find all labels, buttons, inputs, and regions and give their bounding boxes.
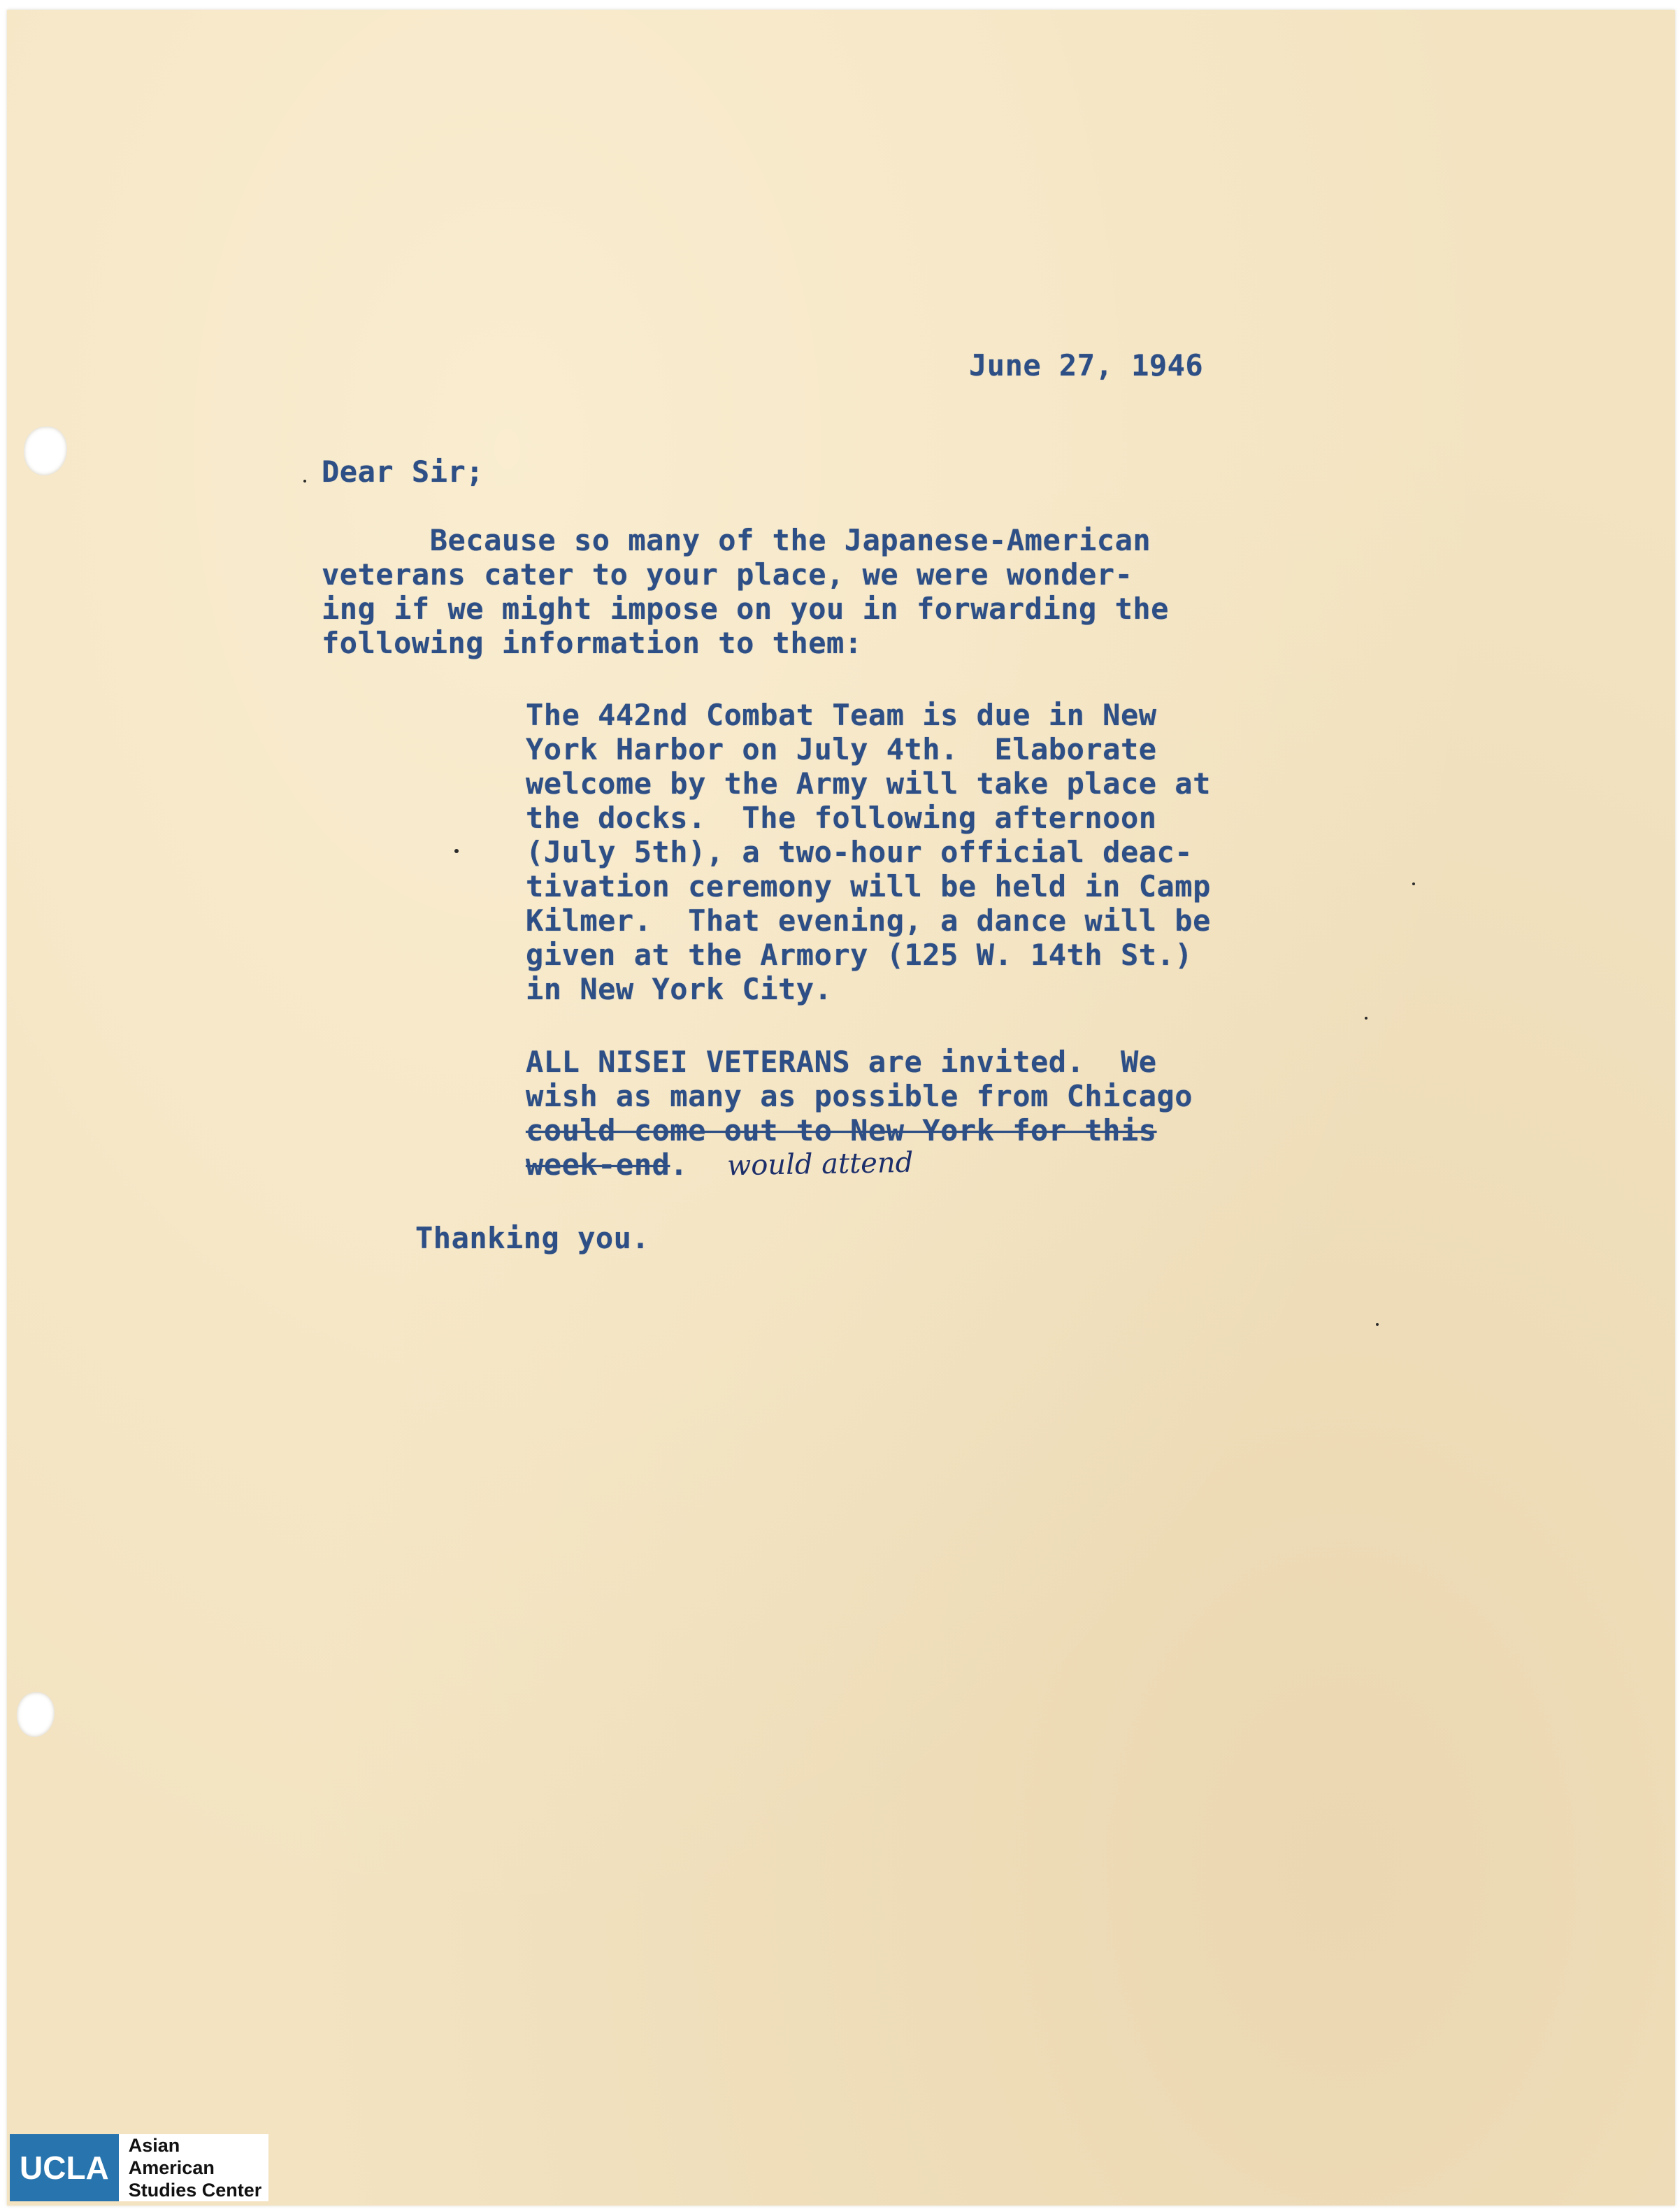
struck-line: could come out to New York for this [526,1113,1157,1148]
info-line: welcome by the Army will take place at [526,766,1211,801]
struck-end-text: week-end [526,1148,670,1182]
intro-line: veterans cater to your place, we were wonder- [322,557,1133,592]
info-line: The 442nd Combat Team is due in New [526,698,1157,732]
salutation: Dear Sir; [322,455,484,489]
speck [454,849,459,853]
intro-line: Because so many of the Japanese-American [322,523,1151,557]
info-line: in New York City. [526,972,833,1006]
logo-line-1: Asian American [128,2135,215,2178]
intro-line: ing if we might impose on you in forwarding the [322,592,1169,626]
speck [1376,1323,1379,1326]
speck [1412,882,1415,885]
logo-mark: UCLA [10,2134,119,2201]
struck-end-line [526,1148,688,1182]
handwritten-insert: would attend [726,1146,914,1182]
info-line: (July 5th), a two-hour official deac- [526,835,1193,869]
letter-page [7,10,1675,2206]
logo-text [119,2134,268,2201]
struck-end-punct: . [670,1148,689,1182]
letter-date: June 27, 1946 [969,348,1204,383]
punch-hole-top [24,427,67,476]
speck [303,480,306,482]
invite-line: wish as many as possible from Chicago [526,1079,1193,1113]
invite-line: ALL NISEI VETERANS are invited. We [526,1045,1157,1079]
intro-line: following information to them: [322,626,863,660]
speck [1365,1017,1367,1020]
closing: Thanking you. [415,1221,650,1255]
logo-line-2: Studies Center [128,2180,262,2201]
info-line: given at the Armory (125 W. 14th St.) [526,938,1193,972]
info-line: the docks. The following afternoon [526,801,1157,835]
ucla-asian-american-studies-logo [10,2134,268,2201]
punch-hole-bottom [17,1692,55,1737]
info-line: Kilmer. That evening, a dance will be [526,903,1211,938]
info-line: York Harbor on July 4th. Elaborate [526,732,1157,766]
info-line: tivation ceremony will be held in Camp [526,869,1211,903]
